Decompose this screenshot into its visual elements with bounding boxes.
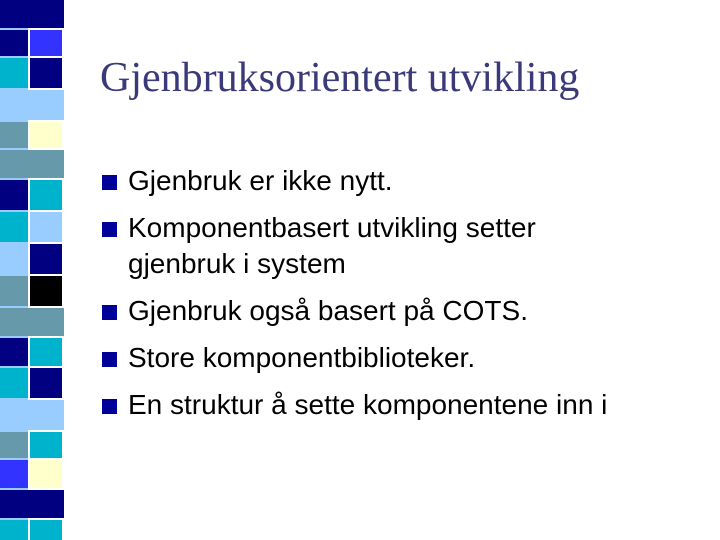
bullet-item (100, 340, 700, 376)
square-bullet-icon (102, 399, 117, 414)
bullet-text: Komponentbasert utvikling setter gjenbruk i system (128, 212, 536, 279)
stripe-tile (0, 338, 28, 366)
stripe-tile (30, 212, 62, 242)
square-bullet-icon (102, 222, 117, 237)
stripe-tile (0, 58, 28, 88)
stripe-tile (30, 460, 62, 488)
stripe-tile (30, 368, 62, 398)
stripe-tile (30, 244, 62, 274)
bullet-list (100, 163, 700, 434)
bullet-item (100, 293, 700, 329)
square-bullet-icon (102, 305, 117, 320)
bullet-item (100, 163, 700, 199)
square-bullet-icon (102, 352, 117, 367)
bullet-item (100, 387, 700, 423)
slide-title: Gjenbruksorientert utvikling (100, 55, 580, 101)
stripe-tile (0, 368, 28, 398)
bullet-text: En struktur å sette komponentene inn i (128, 389, 608, 420)
stripe-tile (0, 244, 28, 274)
stripe-tile (0, 0, 64, 28)
stripe-tile (0, 276, 28, 306)
stripe-tile (30, 58, 62, 88)
bullet-text: Gjenbruk er ikke nytt. (128, 165, 393, 196)
stripe-tile (30, 338, 62, 366)
stripe-tile (0, 490, 64, 518)
bullet-text: Gjenbruk også basert på COTS. (128, 295, 528, 326)
bullet-text: Store komponentbiblioteker. (128, 342, 476, 373)
stripe-tile (0, 460, 28, 488)
stripe-tile (30, 276, 62, 306)
stripe-tile (0, 122, 28, 148)
stripe-tile (30, 180, 62, 210)
stripe-tile (0, 212, 28, 242)
stripe-tile (0, 400, 64, 430)
stripe-tile (30, 30, 62, 56)
stripe-tile (0, 308, 64, 336)
square-bullet-icon (102, 175, 117, 190)
stripe-tile (30, 122, 62, 148)
bullet-item (100, 210, 598, 282)
stripe-tile (0, 30, 28, 56)
stripe-tile (30, 432, 62, 458)
stripe-tile (0, 520, 28, 540)
stripe-tile (0, 90, 64, 120)
stripe-tile (30, 520, 62, 540)
stripe-tile (0, 432, 28, 458)
stripe-tile (0, 150, 64, 178)
decorative-stripe (0, 0, 64, 540)
stripe-tile (0, 180, 28, 210)
